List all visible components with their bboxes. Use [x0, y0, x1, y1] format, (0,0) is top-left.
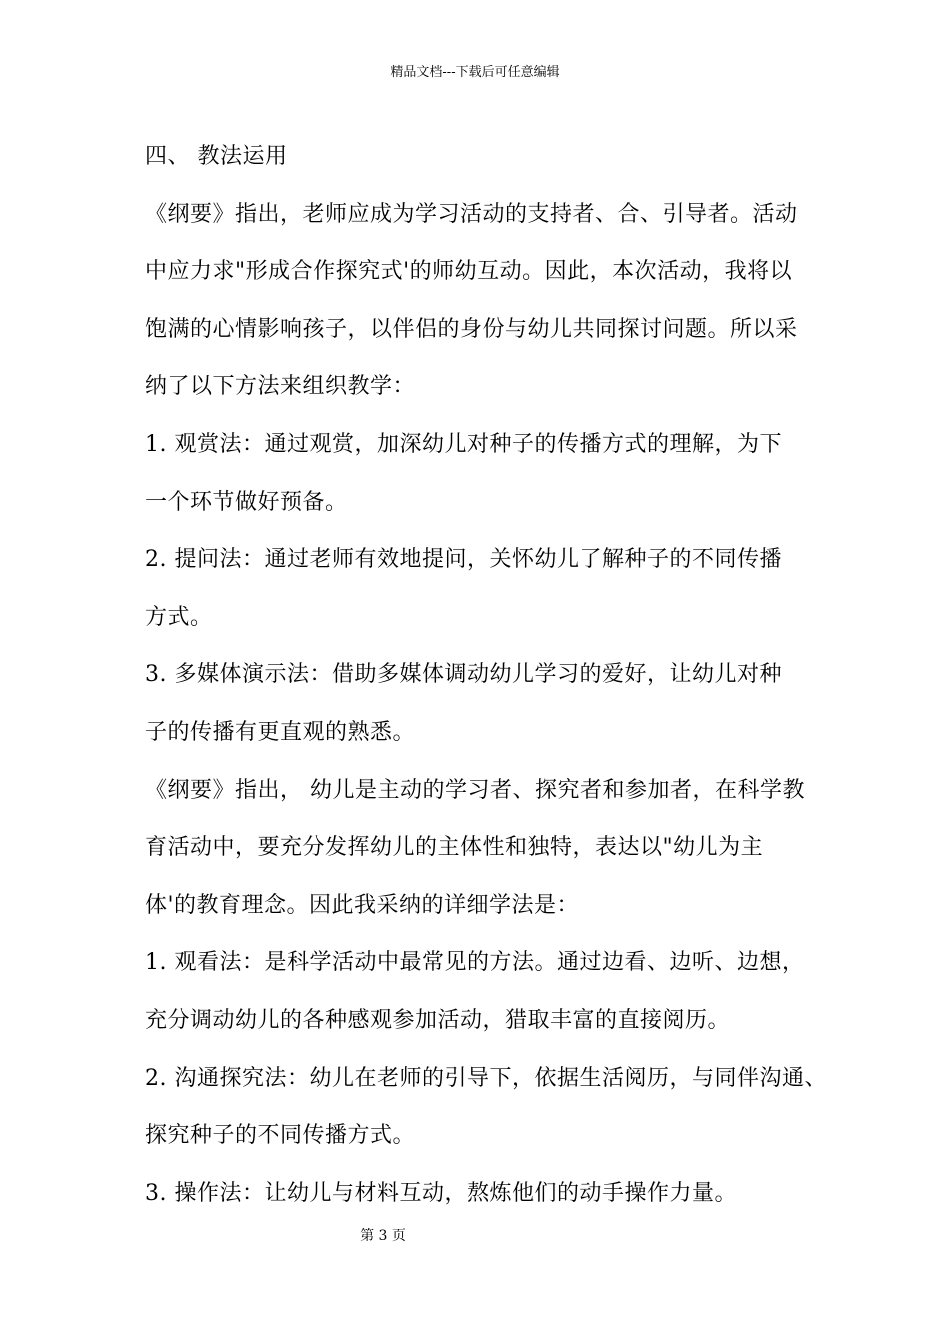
section-heading: 四、 教法运用 [145, 144, 288, 169]
paragraph-line: 体'的教育理念。因此我采纳的详细学法是： [145, 892, 580, 918]
list-item-line: 1. 观赏法：通过观赏，加深幼儿对种子的传播方式的理解，为下 [145, 431, 782, 457]
list-item-line: 一个环节做好预备。 [145, 489, 348, 515]
paragraph-line: 《纲要》指出，老师应成为学习活动的支持者、合、引导者。活动 [145, 201, 798, 227]
paragraph-line: 《纲要》指出， 幼儿是主动的学习者、探究者和参加者，在科学教 [145, 777, 805, 803]
list-item-line: 充分调动幼儿的各种感观参加活动，猎取丰富的直接阅历。 [145, 1007, 731, 1033]
document-body [145, 128, 825, 1222]
list-item-line: 2. 提问法：通过老师有效地提问，关怀幼儿了解种子的不同传播 [145, 547, 782, 573]
list-item-line: 1. 观看法：是科学活动中最常见的方法。通过边看、边听、边想， [145, 950, 805, 976]
paragraph-line: 纳了以下方法来组织教学： [145, 374, 416, 400]
paragraph-line: 中应力求"形成合作探究式'的师幼互动。因此，本次活动，我将以 [145, 259, 793, 285]
page-header: 精品文档---下载后可任意编辑 [390, 65, 560, 80]
page-number: 第 3 页 [360, 1228, 406, 1244]
paragraph-line: 育活动中，要充分发挥幼儿的主体性和独特，表达以"幼儿为主 [145, 835, 764, 861]
paragraph-line: 饱满的心情影响孩子，以伴侣的身份与幼儿共同探讨问题。所以采 [145, 316, 798, 342]
list-item-line: 3. 多媒体演示法：借助多媒体调动幼儿学习的爱好，让幼儿对种 [145, 662, 782, 688]
list-item-line: 探究种子的不同传播方式。 [145, 1123, 416, 1149]
list-item-line: 2. 沟通探究法：幼儿在老师的引导下，依据生活阅历，与同伴沟通、 [145, 1065, 827, 1091]
list-item-line: 子的传播有更直观的熟悉。 [145, 719, 416, 745]
list-item-line: 方式。 [145, 604, 213, 630]
list-item-line: 3. 操作法：让幼儿与材料互动，熬炼他们的动手操作力量。 [145, 1180, 737, 1206]
